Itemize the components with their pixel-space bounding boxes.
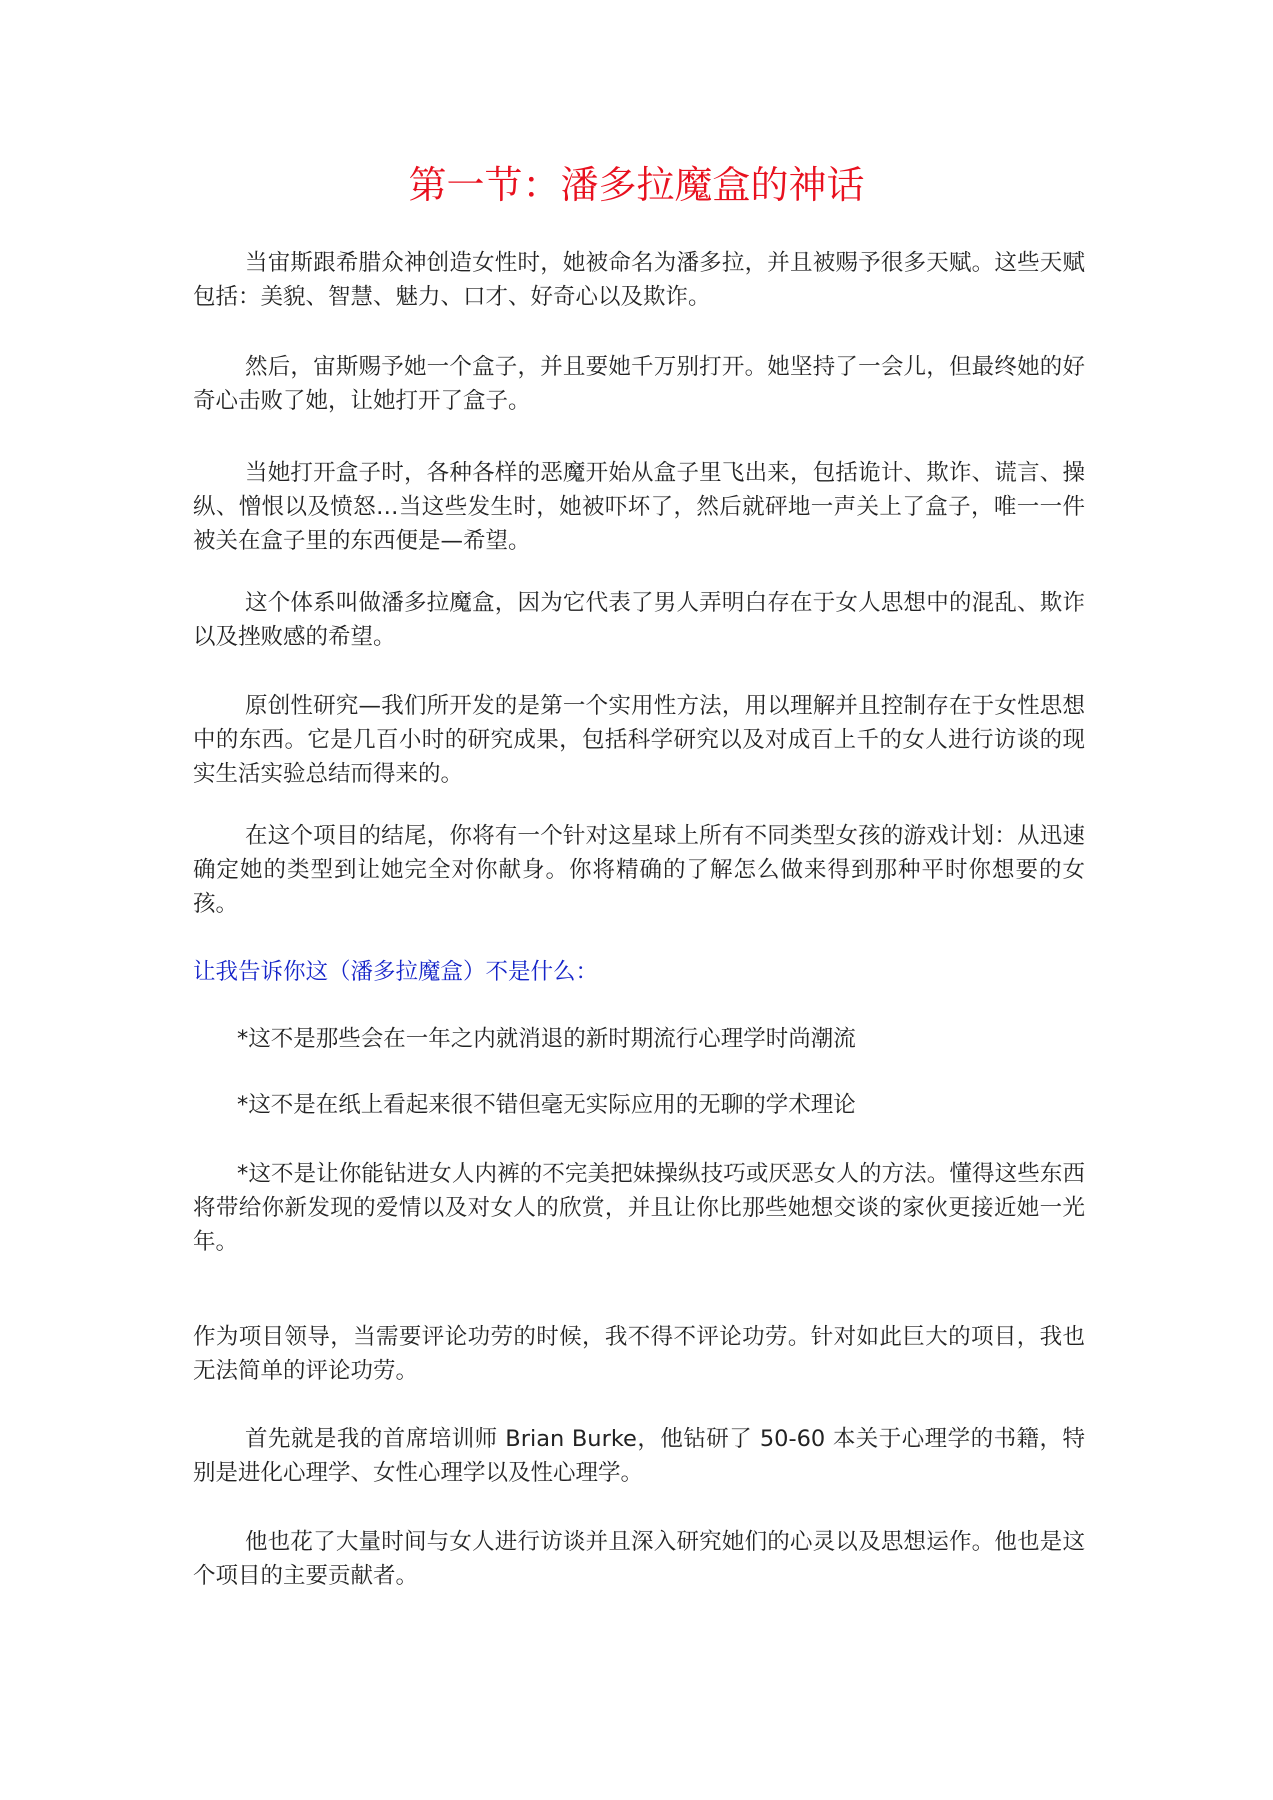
paragraph-system-name: 这个体系叫做潘多拉魔盒，因为它代表了男人弄明白存在于女人思想中的混乱、欺诈以及挫败感的希望。 — [193, 590, 1085, 650]
subheading-what-it-is-not: 让我告诉你这（潘多拉魔盒）不是什么： — [193, 959, 599, 985]
paragraph-credits-intro: 作为项目领导，当需要评论功劳的时候，我不得不评论功劳。针对如此巨大的项目，我也无法简单的评论功劳。 — [193, 1324, 1085, 1384]
paragraph-demons-released: 当她打开盒子时，各种各样的恶魔开始从盒子里飞出来，包括诡计、欺诈、谎言、操纵、憎恨以及愤怒…当这些发生时，她被吓坏了，然后就砰地一声关上了盒子，唯一一件被关在盒子里的东西便是—希望。 — [193, 460, 1085, 554]
paragraph-credit-brian-burke: 首先就是我的首席培训师 Brian Burke，他钻研了 50-60 本关于心理学的书籍，特别是进化心理学、女性心理学以及性心理学。 — [193, 1426, 1085, 1486]
paragraph-game-plan: 在这个项目的结尾，你将有一个针对这星球上所有不同类型女孩的游戏计划：从迅速确定她的类型到让她完全对你献身。你将精确的了解怎么做来得到那种平时你想要的女孩。 — [193, 823, 1085, 917]
page-title: 第一节：潘多拉魔盒的神话 — [408, 163, 865, 207]
bullet-not-theory: *这不是在纸上看起来很不错但毫无实际应用的无聊的学术理论 — [237, 1092, 856, 1118]
paragraph-original-research: 原创性研究—我们所开发的是第一个实用性方法，用以理解并且控制存在于女性思想中的东西。它是几百小时的研究成果，包括科学研究以及对成百上千的女人进行访谈的现实生活实验总结而得来的。 — [193, 693, 1085, 787]
bullet-not-fad: *这不是那些会在一年之内就消退的新时期流行心理学时尚潮流 — [237, 1026, 856, 1052]
paragraph-pandora-creation: 当宙斯跟希腊众神创造女性时，她被命名为潘多拉，并且被赐予很多天赋。这些天赋包括：美貌、智慧、魅力、口才、好奇心以及欺诈。 — [193, 250, 1085, 310]
bullet-not-manipulation: *这不是让你能钻进女人内裤的不完美把妹操纵技巧或厌恶女人的方法。懂得这些东西将带给你新发现的爱情以及对女人的欣赏，并且让你比那些她想交谈的家伙更接近她一光年。 — [193, 1161, 1085, 1255]
paragraph-credit-contributor: 他也花了大量时间与女人进行访谈并且深入研究她们的心灵以及思想运作。他也是这个项目的主要贡献者。 — [193, 1529, 1085, 1589]
paragraph-box-opened: 然后，宙斯赐予她一个盒子，并且要她千万别打开。她坚持了一会儿，但最终她的好奇心击败了她，让她打开了盒子。 — [193, 354, 1085, 414]
